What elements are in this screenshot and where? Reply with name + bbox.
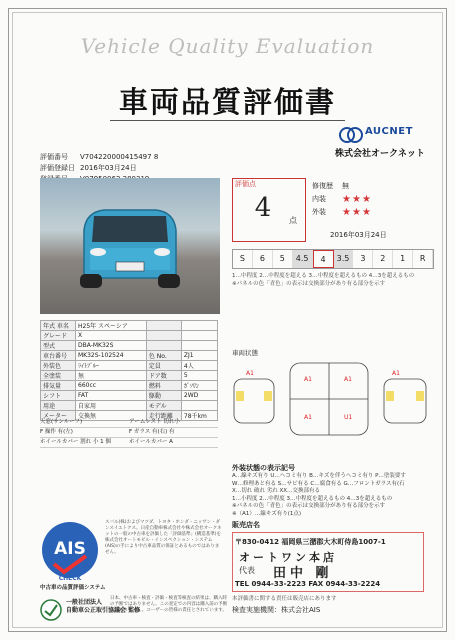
- score-value: 4: [254, 193, 272, 223]
- spec-value: [181, 331, 217, 341]
- scale-grade: 4: [313, 250, 334, 268]
- equipment-item: ホイールカバー A: [129, 439, 173, 445]
- responsibility-note: 本評価書に関する責任は販売店にあります: [232, 596, 337, 602]
- evaluation-date: 2016年03月24日: [330, 231, 387, 239]
- spec-label: [146, 341, 181, 351]
- aucnet-logo: [330, 124, 425, 160]
- star-icon: ★: [361, 193, 371, 205]
- spec-label: シフト: [41, 391, 76, 401]
- fine-print: 日本、中古車・検査・評価・検査等検査の結果は、購入時の予断ではありません。この査定での内容は購入前の予断ではありません。ユーザーの皆様の責任とされています。: [110, 596, 228, 613]
- spec-row: [41, 341, 218, 351]
- spec-value: 78千km: [181, 411, 217, 421]
- spec-label: モデル: [146, 401, 181, 411]
- scale-grade: 2: [373, 250, 393, 268]
- spec-row: [41, 361, 218, 371]
- equipment-item: ホイールカバー 割れ 小 1 個: [40, 439, 111, 445]
- rear-light-right: [416, 391, 424, 401]
- spec-value: 自家用: [76, 401, 147, 411]
- star-icon: ★: [351, 193, 361, 205]
- equipment-list: [40, 418, 218, 448]
- scale-note: ※パネルの色「青色」の表示は交換部分があり有る部分を示す: [232, 281, 386, 287]
- dealer-stamp: [232, 532, 424, 592]
- scale-note: 1…中程度 2…中程度を超える 3…中程度を超えるもの 4…3を超えるもの: [232, 273, 415, 279]
- spec-label: 年式 車名: [41, 321, 76, 331]
- spec-value: [181, 341, 217, 351]
- id-row: [40, 163, 158, 174]
- equipment-item: F ガラス 有(右) 有: [129, 429, 175, 435]
- star-icon: ★: [351, 206, 361, 218]
- dealer-section-title: 販売店名: [232, 521, 260, 529]
- dealer-name: オートワン本店: [239, 551, 337, 564]
- spec-label: 車台番号: [41, 351, 76, 361]
- spec-value: FAT: [76, 391, 147, 401]
- damage-line: W…修理あと有る S…サビ有る C…腐食有る G…フロントガラス有(石: [232, 480, 405, 487]
- score-label: 評価点: [235, 180, 256, 188]
- spec-value: ｶﾞｿﾘﾝ: [181, 381, 217, 391]
- spec-value: ﾗｲﾄﾌﾞﾙｰ: [76, 361, 147, 371]
- spec-value: H25年 スペーシア: [76, 321, 147, 331]
- scale-grade: R: [413, 250, 433, 268]
- representative-label: 代表: [239, 566, 255, 575]
- front-light-left: [236, 391, 244, 401]
- exterior-stars: [342, 206, 372, 220]
- spec-label: ドア数: [146, 371, 181, 381]
- damage-mark: A1: [344, 376, 352, 383]
- rating-interior: [312, 193, 372, 206]
- inspection-agency: 検査実施機関：株式会社AIS: [232, 606, 321, 614]
- equipment-row: [40, 418, 218, 428]
- damage-mark: A1: [392, 370, 400, 377]
- scale-grade: 4.5: [293, 250, 313, 268]
- front-light-right: [264, 391, 272, 401]
- rating-exterior: [312, 206, 372, 219]
- damage-mark: A1: [246, 370, 254, 377]
- grade-scale: [232, 249, 434, 269]
- damage-legend-title: 外装状態の表示記号: [232, 464, 295, 472]
- equipment-row: [40, 428, 218, 438]
- star-icon: ★: [342, 193, 351, 205]
- title-underline: [110, 120, 345, 121]
- spec-label: 定員: [146, 361, 181, 371]
- spec-row: [41, 321, 218, 331]
- car-illustration-icon: [70, 200, 190, 296]
- score-unit: 点: [289, 216, 297, 225]
- spec-label: 外装色: [41, 361, 76, 371]
- damage-line: ※パネルの色「青色」の表示は交換部分があり有る部分を示す: [232, 503, 386, 509]
- damage-line: 1…小程度 2…中程度 3…中程度を超えるもの 4…3を超えるもの: [232, 495, 393, 502]
- spec-value: [181, 321, 217, 331]
- spec-value: 2WD: [181, 391, 217, 401]
- score-box: [232, 178, 306, 242]
- scale-grade: 5: [273, 250, 293, 268]
- damage-line: A…線キズ有り U…へコミ有り B…キズを伴うへコミ有り P…塗装要す: [232, 473, 406, 479]
- svg-text:AIS: AIS: [54, 539, 86, 559]
- vehicle-photo: [40, 178, 220, 314]
- damage-mark: A1: [304, 376, 312, 383]
- spec-table: [40, 320, 218, 421]
- spec-label: グレード: [41, 331, 76, 341]
- spec-label: 排気量: [41, 381, 76, 391]
- spec-label: メーター: [41, 411, 76, 421]
- spec-value: MK32S-102524: [76, 351, 147, 361]
- rear-light-left: [386, 391, 394, 401]
- spec-value: 5: [181, 371, 217, 381]
- equipment-item: F 操作 有(左): [40, 429, 73, 435]
- spec-row: [41, 401, 218, 411]
- main-title: 車両品質評価書: [118, 85, 336, 119]
- star-icon: ★: [361, 206, 371, 218]
- spec-value: [181, 401, 217, 411]
- damage-mark: U1: [344, 414, 353, 421]
- spec-value: 無: [76, 371, 147, 381]
- scale-notes: [232, 272, 414, 288]
- spec-label: 全塗装: [41, 371, 76, 381]
- rating-repair-history: [312, 180, 372, 193]
- logo-jp: 株式会社オークネット: [335, 149, 425, 159]
- id-value: 2016年03月24日: [80, 164, 137, 172]
- scale-grade: 6: [253, 250, 273, 268]
- spec-value: DBA-MK32S: [76, 341, 147, 351]
- damage-legend: [232, 473, 406, 518]
- damage-line: ※（A1）…線キズ有り(1点): [232, 510, 302, 517]
- spec-row: [41, 381, 218, 391]
- damage-line: X…切れ 破れ 劣れ XX…交換部有る: [232, 488, 321, 494]
- ais-caption: 中古車の品質評価システム: [40, 585, 106, 591]
- equipment-item: 天窓(サンルーフ): [40, 419, 83, 425]
- representative-name: 田中 剛: [273, 566, 333, 581]
- rating-label: 内装: [312, 195, 326, 203]
- logo-en: AUCNET: [365, 126, 413, 137]
- ais-logo: [40, 520, 100, 590]
- spec-value: ZJ1: [181, 351, 217, 361]
- spec-value: X: [76, 331, 147, 341]
- damage-mark: A1: [304, 414, 312, 421]
- spec-value: 660cc: [76, 381, 147, 391]
- scale-grade: 1: [393, 250, 413, 268]
- spec-label: 用途: [41, 401, 76, 411]
- spec-row: [41, 391, 218, 401]
- spec-value: 4人: [181, 361, 217, 371]
- scale-grade: 3: [353, 250, 373, 268]
- id-label: 評価番号: [40, 153, 68, 161]
- id-row: [40, 152, 158, 163]
- spec-label: 燃料: [146, 381, 181, 391]
- association-emblem-icon: [40, 599, 62, 621]
- aucnet-mark-icon: [338, 126, 364, 144]
- spec-value: 交換無: [76, 411, 147, 421]
- diagram-label: 車両状態: [232, 349, 258, 357]
- scale-grade: S: [233, 250, 253, 268]
- condition-ratings: [312, 180, 372, 219]
- equipment-item: アームレスト 切れ小: [129, 419, 180, 425]
- id-label: 評価登録日: [40, 164, 75, 172]
- spec-row: [41, 331, 218, 341]
- spec-label: 型式: [41, 341, 76, 351]
- equipment-row: [40, 438, 218, 448]
- id-value: V704220000415497 8: [80, 153, 159, 161]
- rating-label: 外装: [312, 208, 326, 216]
- vehicle-damage-diagram: [232, 357, 432, 439]
- script-title: Vehicle Quality Evaluation: [80, 34, 375, 58]
- dealer-phone: TEL 0944-33-2223 FAX 0944-33-2224: [235, 580, 381, 588]
- association-line: 一般社団法人: [66, 599, 103, 606]
- spec-row: [41, 371, 218, 381]
- rating-text: 無: [342, 182, 349, 190]
- scale-grade: 3.5: [334, 250, 354, 268]
- spec-label: 駆動: [146, 391, 181, 401]
- spec-label: 走行距離: [146, 411, 181, 421]
- svg-text:CHECK: CHECK: [58, 575, 82, 582]
- dealer-address: 〒830-0412 福岡県三潴郡大木町侍島1007-1: [235, 538, 386, 546]
- ais-check-icon: [40, 520, 100, 582]
- star-icon: ★: [342, 206, 351, 218]
- spec-label: 色 No.: [146, 351, 181, 361]
- interior-stars: [342, 193, 372, 207]
- rating-label: 修復歴: [312, 182, 333, 190]
- ais-description: スバル(株)およびマツダ、トヨタ・ホンダ・ニッサン・ダンスイエトクス。日産自動車株式会社や株式会社オークネットの一般の中古車を評価した「評価基準」(構造基準)を株式会社オートモビル・インスペクション・システム(AIS)の手により中古車品質の保証とあるものではありません。: [105, 520, 222, 555]
- spec-label: [146, 331, 181, 341]
- association-line: 自動車公正取引協議会 監修: [66, 607, 141, 614]
- spec-label: [146, 321, 181, 331]
- spec-row: [41, 351, 218, 361]
